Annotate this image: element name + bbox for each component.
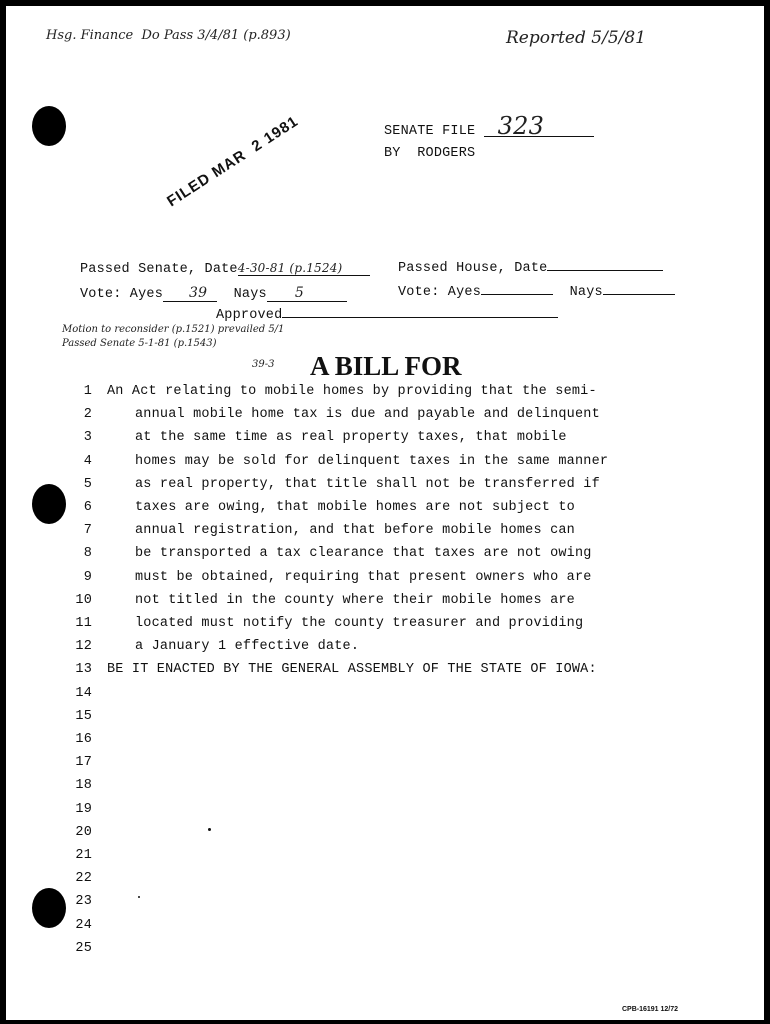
approved-value [282,317,558,318]
approved-label: Approved [216,308,283,323]
bill-body-line: at the same time as real property taxes, that mobile [135,430,567,446]
line-number: 12 [75,639,92,655]
senate-nays-label: Nays [233,287,267,302]
passed-senate-date: 4-30-81 (p.1524) [238,261,370,276]
bill-body-line: annual registration, and that before mobile homes can [135,523,575,539]
bill-body-line: be transported a tax clearance that taxes are not owing [135,546,592,562]
filed-stamp: FILED MAR 2 1981 [164,112,302,211]
passed-senate-row [80,261,370,277]
house-ayes [481,294,553,295]
bill-body-line: not titled in the county where their mobile homes are [135,592,575,608]
line-number: 8 [83,546,92,562]
line-number: 21 [75,848,92,863]
line-number: 14 [75,685,92,701]
line-number: 6 [83,500,92,515]
speck [208,828,211,831]
line-number: 4 [83,453,92,469]
passed-senate-label: Passed Senate, Date [80,262,238,277]
line-number: 16 [75,732,92,747]
header-note-right: Reported 5/5/81 [506,28,647,48]
house-vote-label: Vote: Ayes [398,285,482,300]
sponsor-line [384,146,475,161]
passed-house-date [547,270,663,271]
margin-note-1: Motion to reconsider (p.1521) prevailed 5/1 [62,324,285,335]
margin-note-2: Passed Senate 5-1-81 (p.1543) [62,338,217,349]
line-number: 3 [83,430,92,446]
line-number: 13 [75,662,92,678]
line-number: 25 [75,940,92,956]
line-number: 11 [75,616,92,631]
senate-file-label: SENATE FILE [384,124,476,139]
margin-note-3: 39-3 [252,359,275,370]
bill-body-line: a January 1 effective date. [135,639,360,655]
form-code: CPB-16191 12/72 [622,1006,679,1013]
senate-vote-label: Vote: Ayes [80,287,164,302]
passed-house-label: Passed House, Date [398,261,548,276]
bill-body-line: homes may be sold for delinquent taxes in the same manner [135,453,609,469]
bill-title: A BILL FOR [310,351,462,381]
line-number: 24 [75,917,92,933]
line-number: 7 [83,523,92,539]
sponsor-name: RODGERS [417,146,476,161]
line-number: 19 [75,801,92,817]
line-number: 1 [83,384,92,399]
line-number: 20 [75,824,92,840]
by-label: BY [384,146,401,161]
punch-hole-middle [32,484,66,524]
speck [138,896,140,898]
bill-body-line: taxes are owing, that mobile homes are not subject to [135,500,575,515]
senate-file-line [384,112,594,140]
line-number: 18 [75,778,92,794]
bill-body-line: annual mobile home tax is due and payable and delinquent [135,407,600,423]
bill-body-line: An Act relating to mobile homes by providing that the semi- [107,384,597,399]
senate-vote-row [80,285,347,302]
punch-hole-bottom [32,888,66,928]
house-nays [603,294,675,295]
document-page [6,6,764,1020]
passed-house-row [398,261,663,276]
bill-body-line: must be obtained, requiring that present owners who are [135,569,592,585]
bill-body-line: located must notify the county treasurer and providing [135,616,584,631]
line-number: 17 [75,755,92,771]
line-number: 5 [83,476,92,492]
bill-body-line: as real property, that title shall not be transferred if [135,476,600,492]
line-number: 23 [75,894,92,910]
header-note-left: Hsg. Finance Do Pass 3/4/81 (p.893) [46,28,291,43]
approved-row [216,308,558,323]
line-number: 2 [83,407,92,423]
senate-nays: 5 [267,285,347,302]
house-nays-label: Nays [569,285,603,300]
line-number: 9 [83,569,92,585]
house-vote-row [398,285,675,300]
senate-ayes: 39 [163,285,217,302]
line-number: 10 [75,592,92,608]
senate-file-number: 323 [484,116,594,137]
bill-body-line: BE IT ENACTED BY THE GENERAL ASSEMBLY OF THE STATE OF IOWA: [107,662,597,678]
punch-hole-top [32,106,66,146]
line-number: 22 [75,871,92,887]
line-number: 15 [75,708,92,724]
